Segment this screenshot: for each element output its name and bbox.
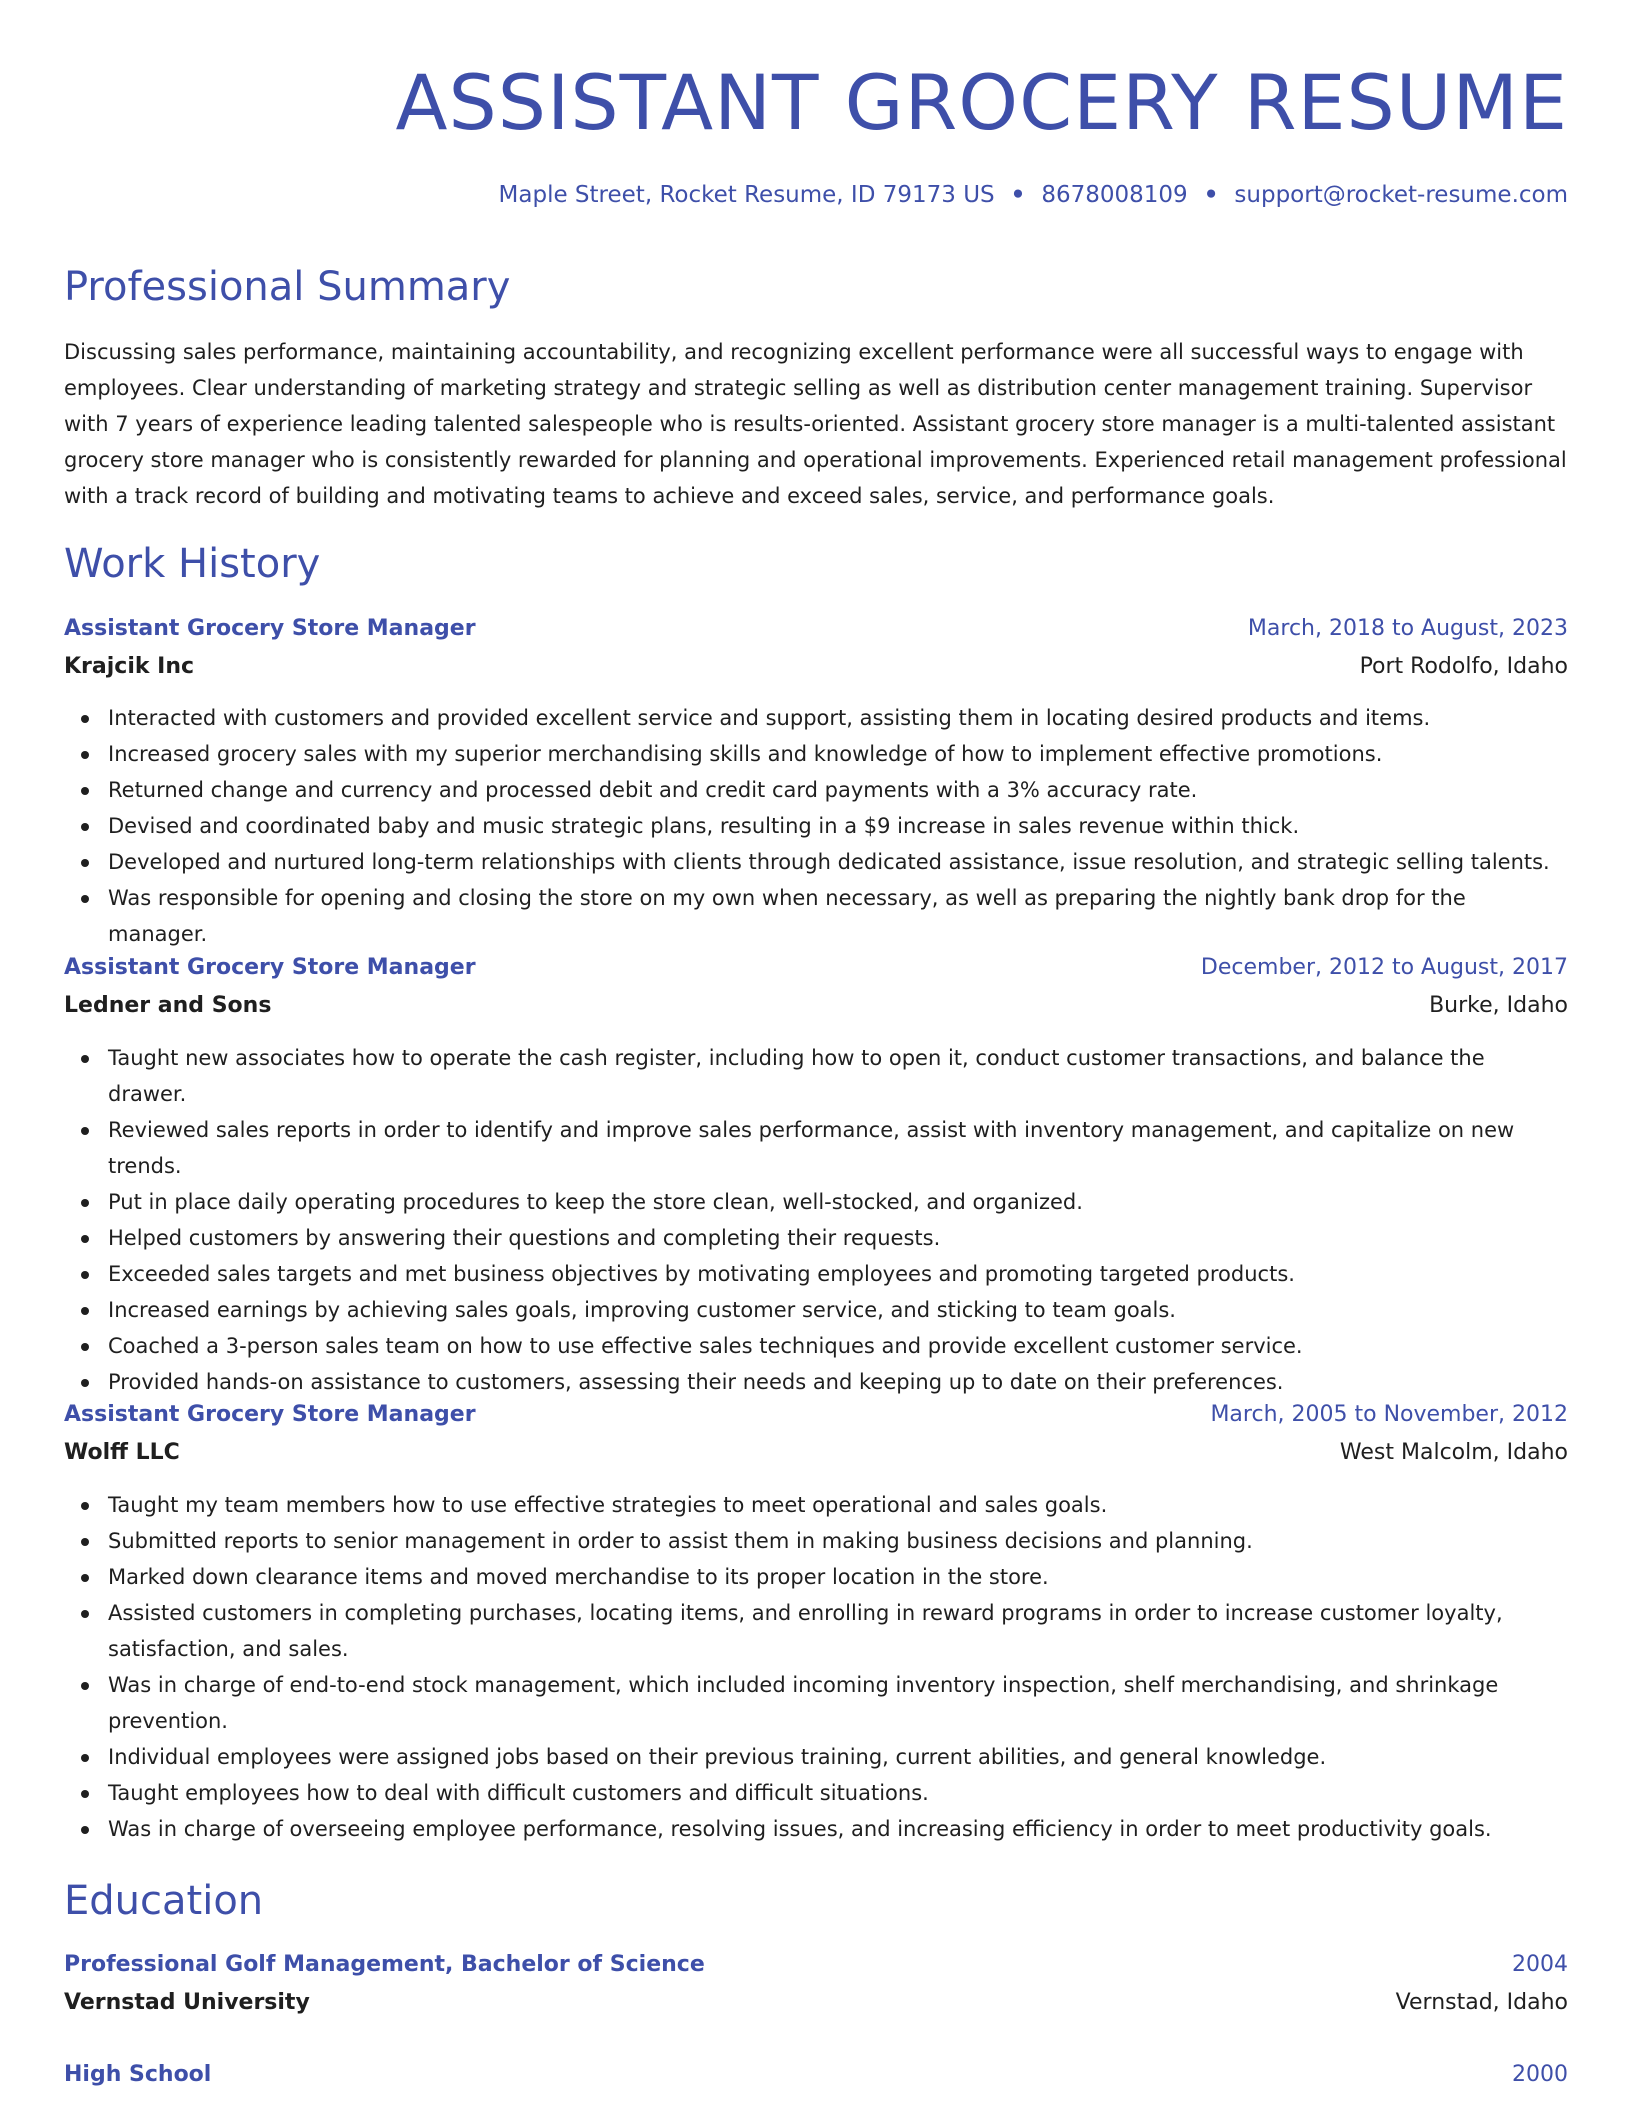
email-text: support@rocket-resume.com	[1234, 182, 1568, 208]
bullet-icon	[81, 1610, 89, 1618]
bullet-icon	[81, 1379, 89, 1387]
bullet-icon	[81, 1199, 89, 1207]
job-role: Assistant Grocery Store Manager	[64, 615, 476, 641]
list-item	[64, 1559, 1568, 1595]
bullet-text: Marked down clearance items and moved merchandise to its proper location in the store.	[108, 1565, 1049, 1589]
education-year: 2004	[1512, 1951, 1568, 1977]
job-dates: March, 2018 to August, 2023	[1247, 615, 1568, 641]
bullet-icon	[81, 1502, 89, 1510]
job-location: West Malcolm, Idaho	[1339, 1439, 1568, 1465]
bullet-text: Returned change and currency and processed debit and credit card payments with a 3% accuracy rate.	[108, 778, 1198, 802]
bullet-icon	[81, 895, 89, 903]
bullet-icon	[81, 1307, 89, 1315]
list-item	[64, 1364, 1568, 1400]
bullet-text: Provided hands-on assistance to customers, assessing their needs and keeping up to date on their preferences.	[108, 1370, 1284, 1394]
list-item	[64, 1292, 1568, 1328]
list-item	[64, 1220, 1568, 1256]
education-location: Vernstad, Idaho	[1395, 1989, 1568, 2015]
list-item	[64, 1811, 1568, 1847]
bullet-icon	[81, 751, 89, 759]
education-school: Vernstad University	[64, 1989, 310, 2015]
education-heading: Education	[64, 1878, 264, 1924]
separator-dot: •	[1203, 182, 1219, 208]
bullet-icon	[81, 1343, 89, 1351]
job-dates: March, 2005 to November, 2012	[1210, 1401, 1568, 1427]
resume-title: ASSISTANT GROCERY RESUME	[395, 58, 1568, 147]
bullet-text: Taught new associates how to operate the cash register, including how to open it, conduct customer transactions, and balance the drawer.	[108, 1046, 1485, 1106]
bullet-icon	[81, 1574, 89, 1582]
phone-text: 8678008109	[1041, 182, 1188, 208]
bullet-icon	[81, 1790, 89, 1798]
job-company-row	[64, 1435, 1568, 1469]
job-company: Wolff LLC	[64, 1439, 180, 1465]
list-item	[64, 772, 1568, 808]
education-degree: High School	[64, 2061, 212, 2087]
job-company-row	[64, 649, 1568, 683]
job-bullet-list	[64, 700, 1568, 952]
education-header-row	[64, 2057, 1568, 2091]
job-role: Assistant Grocery Store Manager	[64, 954, 476, 980]
bullet-text: Taught my team members how to use effective strategies to meet operational and sales goals.	[108, 1493, 1108, 1517]
job-role: Assistant Grocery Store Manager	[64, 1401, 476, 1427]
list-item	[64, 1667, 1568, 1739]
job-dates: December, 2012 to August, 2017	[1200, 954, 1568, 980]
bullet-icon	[81, 1127, 89, 1135]
list-item	[64, 1523, 1568, 1559]
job-header-row	[64, 950, 1568, 984]
list-item	[64, 1040, 1568, 1112]
job-header-row	[64, 1397, 1568, 1431]
summary-heading: Professional Summary	[64, 264, 511, 310]
bullet-text: Developed and nurtured long-term relationships with clients through dedicated assistance, issue resolution, and strategic selling talents.	[108, 850, 1550, 874]
contact-line	[499, 182, 1568, 208]
work-history-heading: Work History	[64, 541, 321, 587]
bullet-icon	[81, 1235, 89, 1243]
list-item	[64, 736, 1568, 772]
job-company-row	[64, 988, 1568, 1022]
education-school-row	[64, 1985, 1568, 2019]
bullet-text: Was in charge of end-to-end stock management, which included incoming inventory inspection, shelf merchandising, and shrinkage prevention.	[108, 1673, 1499, 1733]
bullet-text: Submitted reports to senior management in order to assist them in making business decisions and planning.	[108, 1529, 1253, 1553]
job-location: Burke, Idaho	[1429, 992, 1568, 1018]
job-company: Ledner and Sons	[64, 992, 272, 1018]
job-bullet-list	[64, 1040, 1568, 1400]
list-item	[64, 1184, 1568, 1220]
bullet-icon	[81, 1682, 89, 1690]
list-item	[64, 1256, 1568, 1292]
separator-dot: •	[1010, 182, 1026, 208]
education-header-row	[64, 1947, 1568, 1981]
list-item	[64, 1328, 1568, 1364]
job-bullet-list	[64, 1487, 1568, 1847]
bullet-text: Put in place daily operating procedures to keep the store clean, well-stocked, and organized.	[108, 1190, 1083, 1214]
bullet-icon	[81, 715, 89, 723]
job-company: Krajcik Inc	[64, 653, 195, 679]
list-item	[64, 700, 1568, 736]
list-item	[64, 1739, 1568, 1775]
bullet-text: Exceeded sales targets and met business objectives by motivating employees and promoting targeted products.	[108, 1262, 1295, 1286]
bullet-text: Was in charge of overseeing employee performance, resolving issues, and increasing efficiency in order to meet productivity goals.	[108, 1817, 1492, 1841]
education-degree: Professional Golf Management, Bachelor of Science	[64, 1951, 705, 1977]
bullet-icon	[81, 823, 89, 831]
bullet-text: Was responsible for opening and closing the store on my own when necessary, as well as preparing the nightly bank drop for the manager.	[108, 886, 1466, 946]
list-item	[64, 1595, 1568, 1667]
bullet-text: Helped customers by answering their questions and completing their requests.	[108, 1226, 941, 1250]
bullet-text: Interacted with customers and provided excellent service and support, assisting them in locating desired products and items.	[108, 706, 1431, 730]
list-item	[64, 1775, 1568, 1811]
bullet-text: Increased grocery sales with my superior merchandising skills and knowledge of how to implement effective promotions.	[108, 742, 1383, 766]
education-year: 2000	[1512, 2061, 1568, 2087]
bullet-icon	[81, 1826, 89, 1834]
job-location: Port Rodolfo, Idaho	[1359, 653, 1568, 679]
bullet-text: Assisted customers in completing purchases, locating items, and enrolling in reward programs in order to increase customer loyalty, satisfaction, and sales.	[108, 1601, 1503, 1661]
bullet-text: Devised and coordinated baby and music strategic plans, resulting in a $9 increase in sales revenue within thick.	[108, 814, 1300, 838]
bullet-text: Reviewed sales reports in order to identify and improve sales performance, assist with inventory management, and capitalize on new trends.	[108, 1118, 1515, 1178]
list-item	[64, 844, 1568, 880]
list-item	[64, 808, 1568, 844]
bullet-text: Individual employees were assigned jobs based on their previous training, current abilities, and general knowledge.	[108, 1745, 1327, 1769]
summary-text: Discussing sales performance, maintaining accountability, and recognizing excellent performance were all successful ways to engage with employees. Clear understanding of marketing strategy and strategic selling as well as distribution center management training. Supervisor with 7 years of experience leading talented salespeople who is results-oriented. Assistant grocery store manager is a multi-talented assistant grocery store manager who is consistently rewarded for planning and operational improvements. Experienced retail management professional with a track record of building and motivating teams to achieve and exceed sales, service, and performance goals.	[64, 340, 1567, 508]
bullet-text: Taught employees how to deal with difficult customers and difficult situations.	[108, 1781, 929, 1805]
bullet-icon	[81, 1055, 89, 1063]
list-item	[64, 880, 1568, 952]
bullet-icon	[81, 1538, 89, 1546]
address-text: Maple Street, Rocket Resume, ID 79173 US	[498, 182, 995, 208]
bullet-text: Coached a 3-person sales team on how to use effective sales techniques and provide excellent customer service.	[108, 1334, 1303, 1358]
list-item	[64, 1487, 1568, 1523]
bullet-text: Increased earnings by achieving sales goals, improving customer service, and sticking to team goals.	[108, 1298, 1176, 1322]
bullet-icon	[81, 1271, 89, 1279]
bullet-icon	[81, 787, 89, 795]
bullet-icon	[81, 859, 89, 867]
list-item	[64, 1112, 1568, 1184]
job-header-row	[64, 611, 1568, 645]
bullet-icon	[81, 1754, 89, 1762]
